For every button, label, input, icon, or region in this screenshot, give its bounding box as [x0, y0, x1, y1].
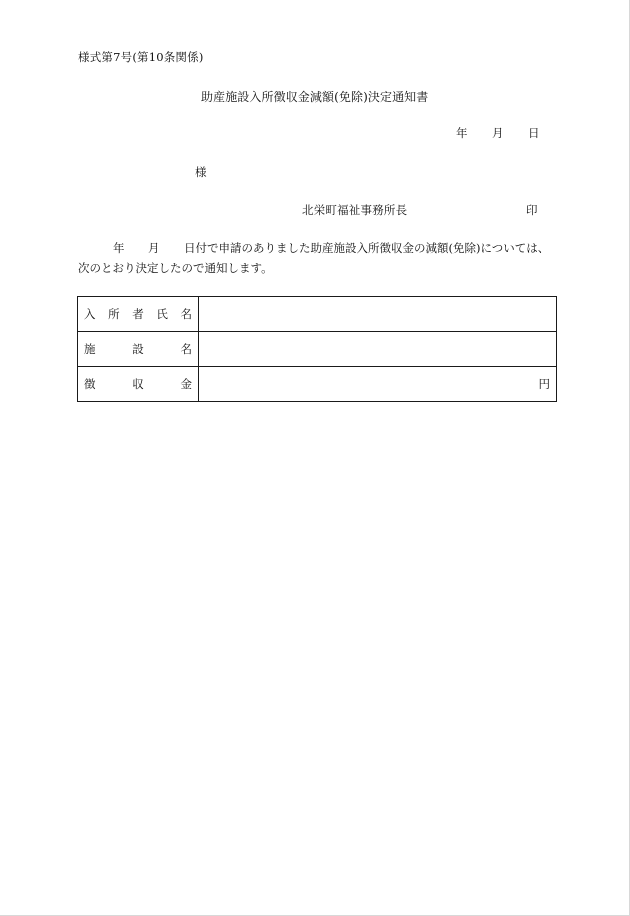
body-year-label: 年 — [113, 241, 125, 255]
body-line-2: 次のとおり決定したので通知します。 — [78, 261, 273, 275]
label-cell — [78, 367, 199, 402]
issuer-name: 北栄町福祉事務所長 — [302, 203, 408, 217]
addressee-suffix: 様 — [195, 165, 207, 179]
yen-unit: 円 — [538, 377, 550, 391]
facility-name-value — [199, 332, 557, 367]
document-title: 助産施設入所徴収金減額(免除)決定通知書 — [201, 90, 429, 104]
label-cell — [78, 332, 199, 367]
table-row-fee — [78, 367, 557, 402]
facility-name-label: 施 設 名 — [84, 342, 192, 356]
date-year-label: 年 — [456, 126, 468, 140]
body-line-1: 日付で申請のありました助産施設入所徴収金の減額(免除)については、 — [184, 241, 550, 255]
date-day-label: 日 — [528, 126, 540, 140]
info-table — [77, 296, 557, 402]
table-row-facility — [78, 332, 557, 367]
body-month-label: 月 — [148, 241, 160, 255]
resident-name-label: 入 所 者 氏 名 — [84, 307, 192, 321]
table-row-resident-name — [78, 297, 557, 332]
seal-mark: 印 — [526, 203, 538, 217]
fee-label: 徴 収 金 — [84, 377, 192, 391]
form-number: 様式第7号(第10条関係) — [78, 50, 204, 64]
date-month-label: 月 — [492, 126, 504, 140]
resident-name-value — [199, 297, 557, 332]
label-cell — [78, 297, 199, 332]
fee-value-cell — [199, 367, 557, 402]
